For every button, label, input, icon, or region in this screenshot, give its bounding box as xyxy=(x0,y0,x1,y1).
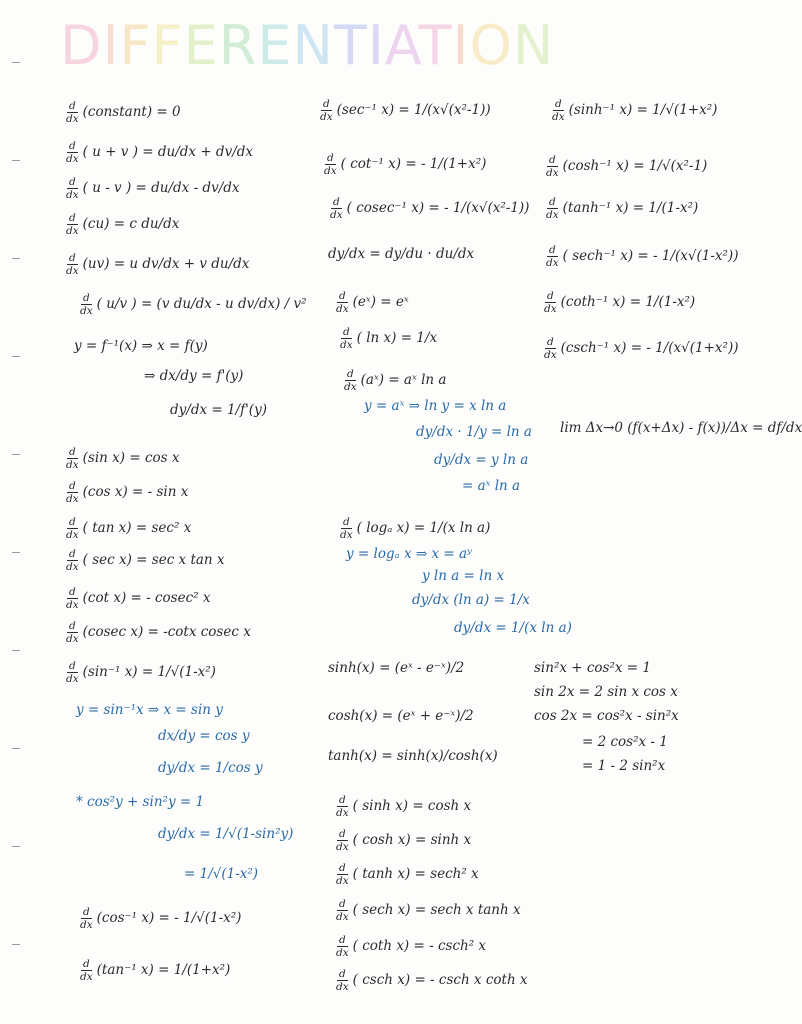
derivative-operator: $\frac{d}{dx}$ xyxy=(66,140,79,165)
derivative-operator: $\frac{d}{dx}$ xyxy=(66,176,79,201)
formula-row xyxy=(422,568,504,584)
formula-lhs: ( sech⁻¹ x) xyxy=(562,248,634,264)
formula-lhs: ( cosec⁻¹ x) xyxy=(346,200,425,216)
formula-row xyxy=(328,246,474,262)
formula-row xyxy=(62,480,188,505)
formula-row xyxy=(346,546,472,562)
formula-lhs: ( u + v ) xyxy=(82,144,138,160)
formula-row xyxy=(76,794,204,810)
formula-lhs: ( tan x) xyxy=(82,520,132,536)
derivative-operator: $\frac{d}{dx}$ xyxy=(66,480,79,505)
derivative-operator: $\frac{d}{dx}$ xyxy=(544,290,557,315)
formula-lhs: ( coth x) xyxy=(352,938,410,954)
formula-lhs: tanh(x) xyxy=(328,748,378,764)
formula-lhs: ( ln x) xyxy=(356,330,397,346)
formula-rhs: = sech² x xyxy=(414,866,479,882)
formula-lhs: cos 2x = cos²x - sin²x xyxy=(534,708,679,724)
formula-lhs: sin²x + cos²x = 1 xyxy=(534,660,651,676)
formula-lhs: (cos x) xyxy=(82,484,128,500)
formula-lhs: dy/dx = 1/(x ln a) xyxy=(454,620,572,636)
formula-rhs: = - 1/(x√(1+x²)) xyxy=(630,340,739,356)
formula-row xyxy=(332,794,471,819)
derivative-operator: $\frac{d}{dx}$ xyxy=(336,828,349,853)
derivative-operator: $\frac{d}{dx}$ xyxy=(336,934,349,959)
formula-lhs: = 1 - 2 sin²x xyxy=(582,758,666,774)
formula-lhs: y = logₐ x ⇒ x = aʸ xyxy=(346,546,472,562)
formula-row xyxy=(340,368,446,393)
derivative-operator: $\frac{d}{dx}$ xyxy=(66,660,79,685)
formula-lhs: (sinh⁻¹ x) xyxy=(568,102,633,118)
formula-row xyxy=(336,326,437,351)
margin-tick xyxy=(12,454,20,455)
title-letter: T xyxy=(418,14,453,77)
formula-row xyxy=(332,828,471,853)
derivative-operator: $\frac{d}{dx}$ xyxy=(66,252,79,277)
formula-lhs: ( u - v ) xyxy=(82,180,132,196)
formula-rhs: = 0 xyxy=(156,104,181,120)
derivative-operator: $\frac{d}{dx}$ xyxy=(546,244,559,269)
formula-row xyxy=(332,898,521,923)
formula-row xyxy=(76,958,230,983)
margin-tick xyxy=(12,552,20,553)
formula-rhs: = aˣ ln a xyxy=(388,372,447,388)
title-letter: I xyxy=(102,14,120,77)
formula-row xyxy=(540,290,695,315)
formula-row xyxy=(62,100,181,125)
formula-row xyxy=(412,592,530,608)
formula-row xyxy=(316,98,491,123)
formula-lhs: (tan⁻¹ x) xyxy=(96,962,154,978)
formula-row xyxy=(62,548,225,573)
formula-lhs: = 2 cos²x - 1 xyxy=(582,734,668,750)
margin-tick xyxy=(12,356,20,357)
formula-row xyxy=(540,336,739,361)
derivative-operator: $\frac{d}{dx}$ xyxy=(66,516,79,541)
formula-row xyxy=(332,968,528,993)
formula-lhs: ( sec x) xyxy=(82,552,132,568)
formula-row xyxy=(462,478,520,494)
formula-rhs: = u dv/dx + v du/dx xyxy=(113,256,250,272)
margin-tick xyxy=(12,160,20,161)
title-letter: E xyxy=(257,14,293,77)
formula-lhs: dy/dx = y ln a xyxy=(434,452,529,468)
formula-rhs: = 1/(x√(x²-1)) xyxy=(398,102,491,118)
formula-row xyxy=(170,402,267,418)
formula-lhs: ( cot⁻¹ x) xyxy=(340,156,402,172)
formula-rhs: = eˣ xyxy=(380,294,409,310)
formula-row xyxy=(548,98,717,123)
formula-lhs: cosh(x) xyxy=(328,708,378,724)
derivative-operator: $\frac{d}{dx}$ xyxy=(66,446,79,471)
formula-rhs: = - 1/(x√(x²-1)) xyxy=(428,200,530,216)
formula-rhs: = (eˣ - e⁻ˣ)/2 xyxy=(379,660,465,676)
derivative-operator: $\frac{d}{dx}$ xyxy=(320,98,333,123)
formula-row xyxy=(364,398,506,414)
formula-rhs: = - cosec² x xyxy=(130,590,211,606)
margin-tick xyxy=(12,650,20,651)
formula-lhs: sin 2x = 2 sin x cos x xyxy=(534,684,678,700)
margin-tick xyxy=(12,258,20,259)
formula-row xyxy=(336,516,490,541)
formula-rhs: = - 1/(x√(1-x²)) xyxy=(637,248,739,264)
formula-lhs: dy/dx = 1/f'(y) xyxy=(170,402,267,418)
formula-row xyxy=(328,748,498,764)
formula-row xyxy=(62,176,240,201)
formula-row xyxy=(62,516,191,541)
formula-lhs: = aˣ ln a xyxy=(462,478,521,494)
formula-row xyxy=(76,292,307,317)
derivative-operator: $\frac{d}{dx}$ xyxy=(340,516,353,541)
title-letter: R xyxy=(218,14,258,77)
derivative-operator: $\frac{d}{dx}$ xyxy=(336,968,349,993)
formula-rhs: = - csch² x xyxy=(413,938,487,954)
formula-lhs: (sin⁻¹ x) xyxy=(82,664,138,680)
formula-lhs: ⇒ dx/dy = f'(y) xyxy=(144,368,244,384)
formula-rhs: = 1/(1-x²) xyxy=(629,294,696,310)
formula-lhs: lim Δx→0 (f(x+Δx) - f(x))/Δx xyxy=(560,420,748,436)
formula-row xyxy=(184,866,258,882)
formula-rhs: = -cotx cosec x xyxy=(147,624,251,640)
formula-row xyxy=(74,338,208,354)
derivative-operator: $\frac{d}{dx}$ xyxy=(336,290,349,315)
formula-lhs: y = sin⁻¹x ⇒ x = sin y xyxy=(76,702,223,718)
formula-row xyxy=(534,684,678,700)
page-title xyxy=(60,14,560,78)
title-letter: N xyxy=(512,14,555,77)
formula-lhs: (cosec x) xyxy=(82,624,144,640)
formula-row xyxy=(158,826,293,842)
formula-row xyxy=(144,368,243,384)
derivative-operator: $\frac{d}{dx}$ xyxy=(80,906,93,931)
formula-lhs: (aˣ) xyxy=(360,372,385,388)
formula-rhs: = 1/√(1+x²) xyxy=(636,102,718,118)
formula-lhs: sinh(x) xyxy=(328,660,375,676)
formula-rhs: = 1/(x ln a) xyxy=(413,520,491,536)
formula-row xyxy=(158,728,250,744)
derivative-operator: $\frac{d}{dx}$ xyxy=(80,958,93,983)
title-letter: F xyxy=(119,14,152,77)
formula-row xyxy=(332,862,479,887)
formula-lhs: ( sech x) xyxy=(352,902,411,918)
formula-lhs: (cu) xyxy=(82,216,110,232)
margin-tick xyxy=(12,846,20,847)
formula-lhs: ( logₐ x) xyxy=(356,520,410,536)
formula-lhs: (sin x) xyxy=(82,450,126,466)
formula-rhs: = sec x tan x xyxy=(136,552,225,568)
formula-rhs: = dy/du · du/dx xyxy=(369,246,475,262)
formula-lhs: = 1/√(1-x²) xyxy=(184,866,259,882)
formula-lhs: (cosh⁻¹ x) xyxy=(562,158,629,174)
formula-lhs: dy/dx = 1/cos y xyxy=(158,760,263,776)
formula-lhs: dy/dx xyxy=(328,246,366,262)
formula-lhs: (eˣ) xyxy=(352,294,376,310)
title-letter: N xyxy=(292,14,334,77)
derivative-operator: $\frac{d}{dx}$ xyxy=(544,336,557,361)
formula-rhs: = 1/x xyxy=(400,330,438,346)
formula-row xyxy=(582,758,665,774)
formula-rhs: = 1/(1-x²) xyxy=(632,200,699,216)
formula-lhs: (constant) xyxy=(82,104,153,120)
formula-row xyxy=(332,934,486,959)
formula-lhs: y = aˣ ⇒ ln y = x ln a xyxy=(364,398,507,414)
formula-row xyxy=(328,708,474,724)
formula-lhs: dy/dx = 1/√(1-sin²y) xyxy=(158,826,294,842)
formula-lhs: (csch⁻¹ x) xyxy=(560,340,627,356)
formula-row xyxy=(62,212,179,237)
formula-rhs: = sec² x xyxy=(135,520,192,536)
formula-lhs: dy/dx (ln a) = 1/x xyxy=(412,592,530,608)
formula-row xyxy=(62,660,216,685)
formula-lhs: (coth⁻¹ x) xyxy=(560,294,626,310)
formula-row xyxy=(416,424,532,440)
formula-rhs: = (eˣ + e⁻ˣ)/2 xyxy=(381,708,474,724)
derivative-operator: $\frac{d}{dx}$ xyxy=(340,326,353,351)
formula-lhs: (cot x) xyxy=(82,590,127,606)
derivative-operator: $\frac{d}{dx}$ xyxy=(66,212,79,237)
formula-rhs: = du/dx + dv/dx xyxy=(142,144,254,160)
formula-rhs: = 1/(1+x²) xyxy=(158,962,231,978)
title-letter: I xyxy=(452,14,470,77)
derivative-operator: $\frac{d}{dx}$ xyxy=(552,98,565,123)
derivative-operator: $\frac{d}{dx}$ xyxy=(336,794,349,819)
derivative-operator: $\frac{d}{dx}$ xyxy=(546,196,559,221)
title-letter: A xyxy=(384,14,419,77)
title-letter: I xyxy=(367,14,385,77)
derivative-operator: $\frac{d}{dx}$ xyxy=(324,152,337,177)
formula-rhs: = sinh x xyxy=(415,832,472,848)
formula-row xyxy=(434,452,528,468)
derivative-operator: $\frac{d}{dx}$ xyxy=(66,100,79,125)
formula-rhs: = (v du/dx - u dv/dx) / v² xyxy=(140,296,307,312)
derivative-operator: $\frac{d}{dx}$ xyxy=(344,368,357,393)
formula-rhs: = cos x xyxy=(129,450,180,466)
title-letter: D xyxy=(60,14,103,77)
formula-rhs: = sech x tanh x xyxy=(414,902,521,918)
formula-rhs: = - csch x coth x xyxy=(414,972,528,988)
formula-lhs: dx/dy = cos y xyxy=(158,728,250,744)
formula-row xyxy=(534,708,679,724)
margin-tick xyxy=(12,748,20,749)
title-letter: F xyxy=(151,14,184,77)
formula-row xyxy=(582,734,668,750)
derivative-operator: $\frac{d}{dx}$ xyxy=(336,862,349,887)
formula-row xyxy=(542,196,698,221)
formula-rhs: = - 1/√(1-x²) xyxy=(158,910,242,926)
formula-lhs: ( tanh x) xyxy=(352,866,411,882)
formula-lhs: ( u/v ) xyxy=(96,296,137,312)
derivative-operator: $\frac{d}{dx}$ xyxy=(66,620,79,645)
formula-lhs: (cos⁻¹ x) xyxy=(96,910,155,926)
formula-row xyxy=(542,154,707,179)
formula-row xyxy=(560,420,802,436)
margin-tick xyxy=(12,62,20,63)
formula-lhs: y ln a = ln x xyxy=(422,568,505,584)
formula-row xyxy=(62,140,253,165)
formula-row xyxy=(542,244,738,269)
formula-lhs: * cos²y + sin²y = 1 xyxy=(76,794,205,810)
title-letter: E xyxy=(183,14,219,77)
formula-lhs: (sec⁻¹ x) xyxy=(336,102,395,118)
formula-row xyxy=(62,446,179,471)
formula-row xyxy=(62,252,249,277)
formula-lhs: (tanh⁻¹ x) xyxy=(562,200,629,216)
title-letter: T xyxy=(333,14,368,77)
formula-row xyxy=(320,152,486,177)
derivative-operator: $\frac{d}{dx}$ xyxy=(66,548,79,573)
derivative-operator: $\frac{d}{dx}$ xyxy=(66,586,79,611)
formula-row xyxy=(332,290,409,315)
derivative-operator: $\frac{d}{dx}$ xyxy=(546,154,559,179)
formula-row xyxy=(454,620,572,636)
formula-row xyxy=(76,702,223,718)
formula-row xyxy=(62,586,210,611)
formula-rhs: = sinh(x)/cosh(x) xyxy=(381,748,498,764)
formula-lhs: dy/dx · 1/y = ln a xyxy=(416,424,532,440)
formula-rhs: = - sin x xyxy=(132,484,189,500)
formula-lhs: ( cosh x) xyxy=(352,832,411,848)
formula-row xyxy=(326,196,529,221)
formula-row xyxy=(328,660,464,676)
formula-row xyxy=(534,660,651,676)
derivative-operator: $\frac{d}{dx}$ xyxy=(80,292,93,317)
formula-row xyxy=(62,620,251,645)
formula-lhs: ( csch x) xyxy=(352,972,411,988)
formula-lhs: ( sinh x) xyxy=(352,798,409,814)
formula-rhs: = 1/√(1-x²) xyxy=(141,664,216,680)
formula-rhs: = df/dx xyxy=(752,420,802,436)
formula-rhs: = cosh x xyxy=(412,798,472,814)
formula-rhs: = du/dx - dv/dx xyxy=(135,180,240,196)
formula-lhs: y = f⁻¹(x) ⇒ x = f(y) xyxy=(74,338,208,354)
formula-row xyxy=(158,760,263,776)
formula-rhs: = - 1/(1+x²) xyxy=(405,156,487,172)
derivative-operator: $\frac{d}{dx}$ xyxy=(336,898,349,923)
title-letter: O xyxy=(469,14,513,77)
formula-rhs: = 1/√(x²-1) xyxy=(633,158,708,174)
formula-rhs: = c du/dx xyxy=(113,216,180,232)
margin-tick xyxy=(12,944,20,945)
formula-lhs: (uv) xyxy=(82,256,110,272)
derivative-operator: $\frac{d}{dx}$ xyxy=(330,196,343,221)
formula-row xyxy=(76,906,241,931)
